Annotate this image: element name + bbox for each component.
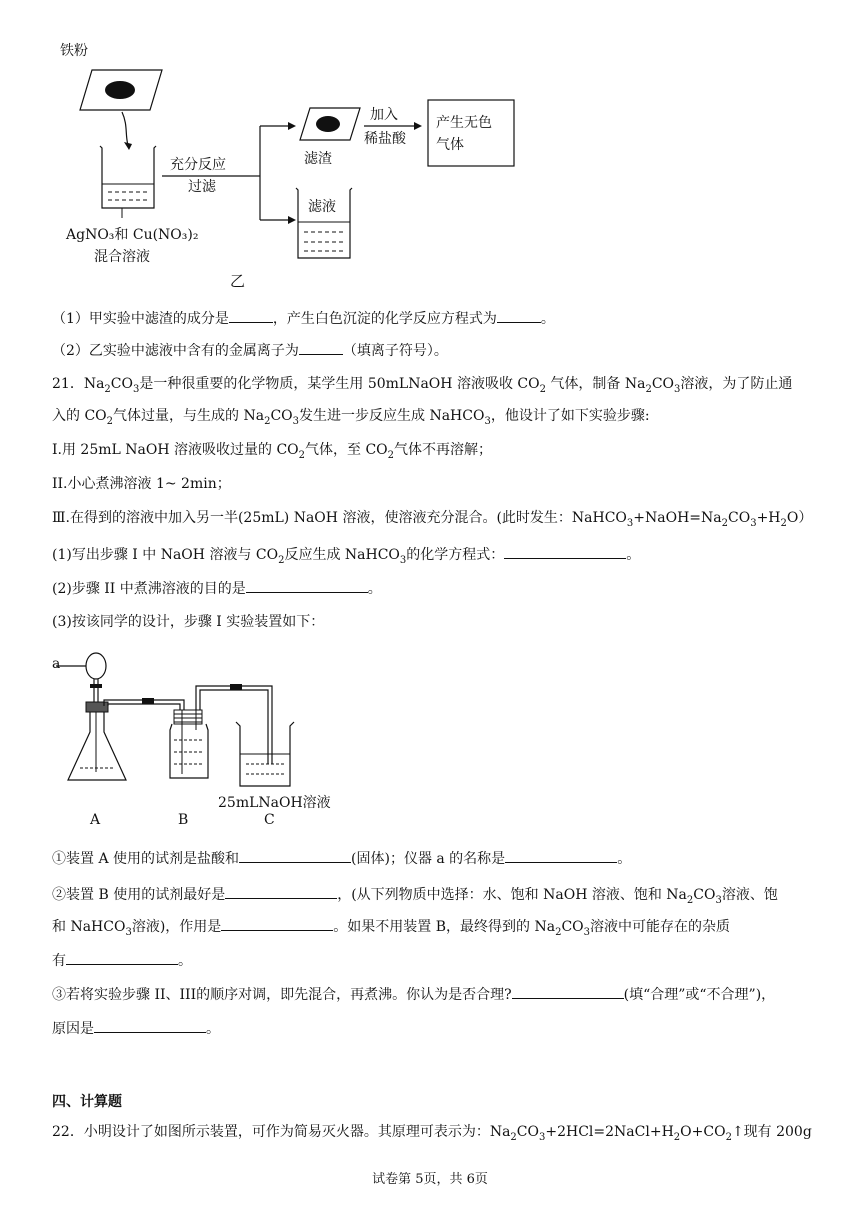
q22-line1: 22．小明设计了如图所示装置，可作为简易灭火器。其原理可表示为：$Na_2CO_3+2HCl=2NaCl+H_2O+CO_2↑$现有 200g — [52, 1124, 812, 1143]
react-label: 充分反应 — [170, 157, 226, 173]
q20-part1: （1）甲实验中滤渣的成分是 ，产生白色沉淀的化学反应方程式为 。 — [52, 308, 812, 329]
q21-sub3-line2: 原因是 。 — [52, 1018, 812, 1039]
q21-question3: (3)按该同学的设计，步骤 I 实验装置如下： — [52, 614, 325, 630]
diagram-yi-label: 乙 — [230, 272, 246, 290]
residue-label: 滤渣 — [304, 151, 332, 167]
q21-intro-line1: 21．$Na_2CO_3$是一种很重要的化学物质，某学生用 50mLNaOH 溶液吸收 $CO_2$ 气体，制备 $Na_2CO_3$溶液，为了防止通 — [52, 376, 793, 395]
apparatus-b-label: B — [178, 812, 189, 828]
q21-question1: (1)写出步骤 I 中 NaOH 溶液与 $CO_2$反应生成 NaHCO$_3$的化学方程式： 。 — [52, 544, 812, 571]
filtrate-label: 滤液 — [308, 199, 336, 215]
q21-sub1: ①装置 A 使用的试剂是盐酸和 (固体)；仪器 a 的名称是 。 — [52, 848, 812, 869]
filter-label: 过滤 — [188, 179, 216, 195]
result-line2: 气体 — [436, 137, 464, 153]
mixed-solution-label: 混合溶液 — [94, 249, 150, 265]
naoh-solution-label: 25mLNaOH溶液 — [218, 795, 331, 811]
q21-step1: I.用 25mL NaOH 溶液吸收过量的 $CO_2$气体，至 $CO_2$气体不再溶解； — [52, 442, 493, 461]
q21-intro-line2: 入的 $CO_2$气体过量，与生成的 $Na_2CO_3$发生进一步反应生成 NaHCO$_3$，他设计了如下实验步骤: — [52, 408, 650, 427]
q21-question2: (2)步骤 II 中煮沸溶液的目的是 。 — [52, 578, 812, 599]
q21-step2: II.小心煮沸溶液 1~ 2min； — [52, 476, 231, 492]
q21-sub2-line3: 有 。 — [52, 950, 812, 971]
result-box — [428, 100, 514, 166]
apparatus-a-label: A — [90, 812, 101, 828]
iron-powder-label: 铁粉 — [60, 43, 88, 59]
instrument-a-label: a — [52, 656, 61, 672]
q21-step3: Ⅲ.在得到的溶液中加入另一半(25mL) NaOH 溶液，使溶液充分混合。(此时发生：$NaHCO_3+NaOH=Na_2CO_3+H_2O$） — [52, 510, 813, 529]
result-line1: 产生无色 — [436, 115, 492, 131]
q21-sub2-line2: 和 NaHCO$_3$溶液)，作用是 。如果不用装置 B，最终得到的 $Na_2CO_3$溶液中可能存在的杂质 — [52, 916, 812, 943]
add-label: 加入 — [370, 107, 398, 123]
apparatus-c-label: C — [264, 812, 275, 828]
q20-part2: （2）乙实验中滤液中含有的金属离子为 （填离子符号）。 — [52, 340, 812, 361]
solution-label: AgNO₃和 Cu(NO₃)₂ — [66, 227, 199, 243]
page-footer: 试卷第 5页，共 6页 — [372, 1172, 488, 1187]
iron-powder-blob — [105, 81, 135, 99]
acid-label: 稀盐酸 — [364, 131, 406, 147]
section-heading: 四、计算题 — [52, 1094, 122, 1110]
q21-sub2-line1: ②装置 B 使用的试剂最好是 ，(从下列物质中选择：水、饱和 NaOH 溶液、饱和 $Na_2CO_3$溶液、饱 — [52, 884, 812, 911]
q21-sub3-line1: ③若将实验步骤 II、III的顺序对调，即先混合，再煮沸。你认为是否合理? (填“合理”或“不合理”)， — [52, 984, 812, 1005]
residue-blob — [316, 116, 340, 132]
